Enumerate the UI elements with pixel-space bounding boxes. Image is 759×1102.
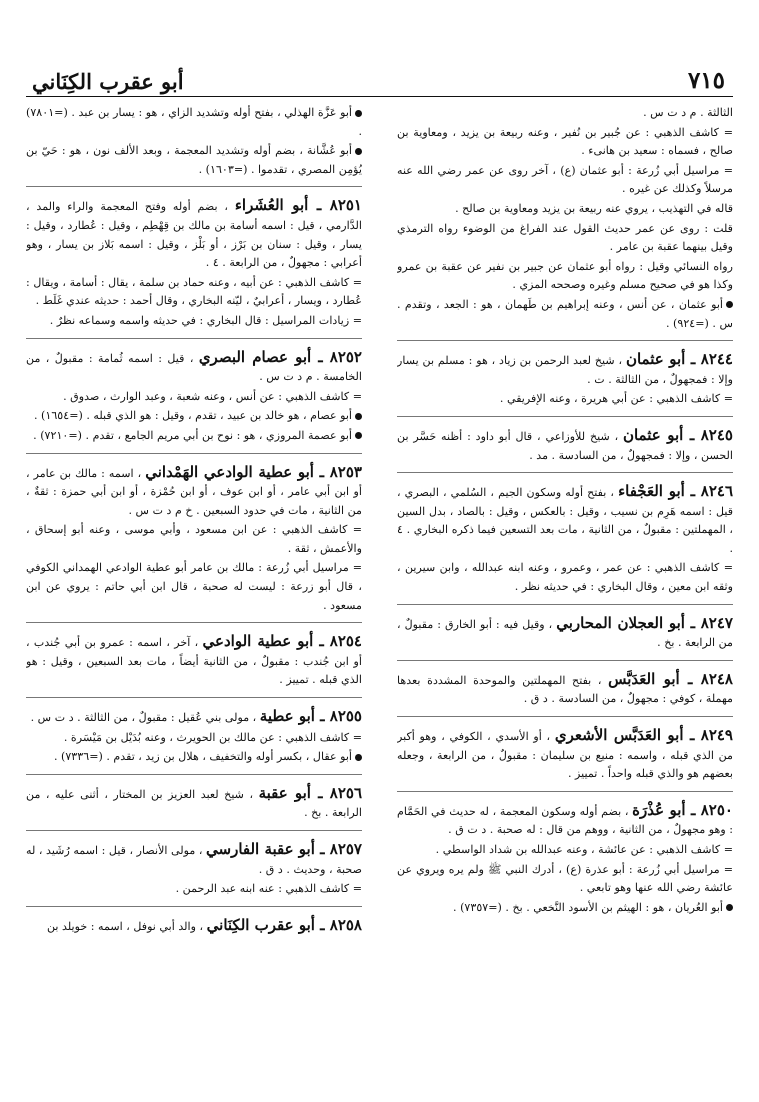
entry-text: ، بفتح المهملتين والموحدة المشددة بعدها مهملة ، كوفي : مجهولٌ ، من السادسة . د ق . — [397, 673, 733, 706]
text-columns — [26, 104, 733, 1082]
left-column — [26, 104, 362, 1082]
entry-text: ، شيخ للأوزاعي ، قال أبو داود : أظنه حَسَّر بن الحسن ، وإلا : فمجهولٌ ، من السادسة . مد . — [397, 429, 733, 462]
annotation-text: رواه النسائي وقيل : رواه أبو عثمان عن جبير بن نفير عن عقبة بن عمرو وكذا هو في صحيح مسلم وغيره وصححه المزي . — [397, 259, 733, 292]
entry-dash: ـ — [313, 632, 330, 651]
entry-dash: ـ — [311, 347, 330, 366]
entry-number: ٨٢٥٧ — [329, 840, 362, 858]
annotation — [397, 104, 733, 123]
annotation-text: أبو عثمان ، عن أنس ، وعنه إبراهيم بن طَهمان ، هو : الجعد ، وتقدم . س . (=٩٢٤) . — [397, 297, 733, 330]
annotation — [26, 274, 362, 311]
annotation-text: = كاشف الذهبي : عن عائشة ، وعنه عبدالله بن شداد الواسطي . — [435, 843, 733, 856]
entry — [26, 916, 362, 937]
bullet-icon — [355, 148, 362, 155]
entry-number: ٨٢٥١ — [329, 196, 362, 215]
cross-reference — [26, 407, 362, 426]
entry — [397, 801, 733, 840]
annotation-text: = مراسيل أبي زُرعة : أبو عثمان (ع) ، آخر روى عن عمر رضي الله عنه مرسلاً وكذلك عن غيره . — [397, 163, 733, 196]
entry-name: أبو عقبة — [258, 783, 311, 802]
entry-text: ، بضم أوله وفتح المعجمة والراء والمد ، الدَّارمي ، قيل : اسمه أسامة بن مالك بن قِهْطِم ، وقيل : عُطارد ، وقيل : يسار ، وقيل : سنان بن بَرْز ، أو بَلْز ، وقيل : اسمه بَلاز بن يسار ، وهو أعرابي : مجهولٌ ، من الرابعة . ٤ . — [26, 200, 362, 270]
entry-separator — [26, 338, 362, 339]
entry-separator — [26, 906, 362, 907]
entry — [26, 707, 362, 728]
entry-number: ٨٢٥٦ — [329, 783, 362, 802]
entry-separator — [397, 604, 733, 605]
entry-name: أبو عطية الوادعي — [202, 632, 314, 651]
entry-separator — [397, 660, 733, 661]
entry-number: ٨٢٤٤ — [700, 350, 733, 369]
bullet-icon — [355, 754, 362, 761]
entry-dash: ـ — [314, 915, 330, 934]
entry-text: ، أو الأسدي ، الكوفي ، وهو أكبر من الذي قبله ، واسمه : منيع بن سليمان : مقبولٌ ، من الرابعة ، وجعله بعضهم هو والذي قبله واحداً . تمييز . — [397, 730, 733, 781]
annotation — [397, 162, 733, 199]
annotation-text: = كاشف الذهبي : عن عمر ، وعمرو ، وعنه ابنه عبدالله ، وابن سيرين ، وثقه ابن معين ، وقال البخاري : في حديثه نظر . — [397, 561, 733, 594]
entry — [397, 350, 733, 389]
entry-name: أبو العَدَبَّس — [608, 669, 680, 688]
annotation-text: الثالثة . م د ت س . — [643, 106, 733, 119]
entry-dash: ـ — [685, 800, 701, 819]
annotation-text: أبو العُريان ، هو : الهيثم بن الأسود النَّخعي . بخ . (=٧٣٥٧) . — [453, 900, 723, 914]
entry-name: أبو عثمان — [625, 350, 686, 369]
entry-number: ٨٢٥٣ — [329, 462, 362, 481]
annotation-text: = كاشف الذهبي : عن أنس ، وعنه شعبة ، وعبد الوارث ، صدوق . — [63, 389, 362, 403]
entry — [26, 348, 362, 387]
entry-text: ، مولى الأنصار ، قيل : اسمه رُشَيد ، له صحبة ، وحديث . د ق . — [26, 844, 362, 876]
annotation-text: = مراسيل أبي زُرعة : مالك بن عامر أبو عطية الوادعي الهمداني الكوفي ، قال أبو زرعة : ليست له صحبة ، قال ابن أبي حاتم : يروي عن ابن مسعود . — [26, 561, 362, 612]
annotation — [397, 200, 733, 219]
entry-dash: ـ — [683, 726, 701, 745]
annotation — [397, 124, 733, 161]
entry-number: ٨٢٥٨ — [329, 915, 362, 934]
entry-name: أبو عقبة الفارسي — [206, 840, 315, 858]
entry-dash: ـ — [313, 462, 330, 481]
annotation-text: قلت : روى عن عمر حديث القول عند الفراغ من الوضوء رواه الترمذي وقيل بينهما عقبة بن عامر . — [397, 221, 733, 254]
entry-number: ٨٢٤٨ — [700, 669, 733, 688]
entry-separator — [397, 416, 733, 417]
cross-reference — [26, 104, 362, 141]
running-title: أبو عقرب الكِنَاني — [32, 69, 184, 94]
cross-reference — [397, 296, 733, 333]
bullet-icon — [355, 432, 362, 439]
annotation — [26, 312, 362, 331]
entry-name: أبو عثمان — [622, 425, 684, 444]
annotation-text: أبو عقال ، بكسر أوله والتخفيف ، هلال بن زيد ، تقدم . (=٧٣٣٦) . — [53, 750, 352, 764]
entry-separator — [397, 716, 733, 717]
annotation — [397, 841, 733, 860]
annotation-text: = كاشف الذهبي : عن جُبير بن نُفير ، وعنه ربيعة بن يزيد ، ومعاوية بن صالح ، فسماه : سعيد بن هانىء . — [397, 125, 733, 158]
running-head — [26, 62, 733, 97]
entry — [397, 426, 733, 465]
entry-number: ٨٢٤٩ — [700, 726, 733, 745]
entry-dash: ـ — [310, 783, 330, 802]
entry-dash: ـ — [308, 196, 330, 215]
entry-number: ٨٢٤٧ — [700, 613, 733, 632]
entry-text: ، اسمه : مالك بن عامر ، أو ابن أبي عامر ، أو ابن عوف ، أو ابن حُمْزة ، أو ابن أبي حمزة : ثقةٌ ، من الثانية ، مات في حدود السبعين . خ م د ت س . — [26, 466, 362, 517]
annotation-text: = زيادات المراسيل : قال البخاري : في حديثه واسمه وسماعه نظرٌ . — [49, 313, 362, 327]
annotation-text: قاله في التهذيب ، يروي عنه ربيعة بن يزيد ومعاوية بن صالح . — [455, 201, 733, 215]
annotation — [26, 521, 362, 558]
entry-separator — [26, 186, 362, 187]
entry-name: أبو العُشَراء — [234, 196, 309, 215]
annotation — [397, 220, 733, 257]
entry-text: ، شيخ لعبد العزيز بن المختار ، أثنى عليه ، من الرابعة . بخ . — [26, 787, 362, 820]
cross-reference — [26, 748, 362, 767]
entry-name: أبو عصام البصري — [198, 347, 312, 366]
entry — [26, 463, 362, 521]
annotation-text: = كاشف الذهبي : عن ابن مسعود ، وأبي موسى ، وعنه أبو إسحاق ، والأعمش ، ثقة . — [26, 523, 362, 555]
annotation — [26, 388, 362, 407]
annotation — [26, 729, 362, 748]
right-column — [397, 104, 733, 1082]
annotation-text: أبو عُشَّانة ، بضم أوله وتشديد المعجمة ، وبعد الألف نون ، هو : حَيّ بن يُؤمِن المصري ، تقدموا . (=١٦٠٣) . — [26, 144, 362, 176]
annotation-text: = كاشف الذهبي : عن أبي هريرة ، وعنه الإفريقي . — [499, 392, 733, 406]
cross-reference — [26, 142, 362, 179]
entry-number: ٨٢٥٠ — [700, 800, 733, 819]
entry — [397, 670, 733, 709]
annotation-text: = كاشف الذهبي : عن أبيه ، وعنه حماد بن سلمة ، يقال : أسامة ، ويقال : عُطارد ، ويسار ، أعرابيٌ ، ليّنه البخاري ، وقال أحمد : حديثه عندي غَلَط . — [26, 275, 362, 308]
annotation-text: أبو عصمة المروزي ، هو : نوح بن أبي مريم الجامع ، تقدم . (=٧٢١٠) . — [33, 428, 352, 442]
entry-separator — [397, 340, 733, 341]
annotation-text: = كاشف الذهبي : عنه ابنه عبد الرحمن . — [175, 882, 362, 896]
bullet-icon — [355, 413, 362, 420]
entry-number: ٨٢٥٤ — [329, 632, 362, 651]
entry-separator — [26, 830, 362, 831]
entry-separator — [26, 697, 362, 698]
entry-text: ، والد أبي نوفل ، اسمه : خويلد بن — [46, 919, 207, 933]
annotation — [397, 390, 733, 409]
cross-reference — [397, 899, 733, 918]
entry-name: أبو عُذْرَة — [632, 800, 686, 819]
annotation — [397, 861, 733, 898]
cross-reference — [26, 427, 362, 446]
entry-text: ، بضم أوله وسكون المعجمة ، له حديث في الحَمَّام : وهو مجهولٌ ، من الثانية ، ووهم من قال : له صحبة . د ت ق . — [397, 804, 733, 837]
entry-name: أبو عقرب الكِنَاني — [206, 915, 315, 934]
bullet-icon — [355, 110, 362, 117]
entry-text: ، مولى بني عُقيل : مقبولٌ ، من الثالثة . د ت س . — [30, 711, 260, 725]
entry-number: ٨٢٤٦ — [700, 482, 733, 501]
entry-name: أبو عطية الوادعي الهَمْداني — [145, 462, 314, 481]
entry-name: أبو عطية — [259, 707, 315, 726]
entry — [397, 482, 733, 558]
annotation-text: = كاشف الذهبي : عن مالك بن الحويرث ، وعنه بُدَيْل بن مَيْسَرة . — [63, 730, 362, 744]
entry-text: ، قيل : اسمه ثُمامة : مقبولٌ ، من الخامسة . م د ت س . — [26, 351, 362, 384]
entry-separator — [26, 453, 362, 454]
page-number: ٧١٥ — [687, 67, 725, 94]
entry-dash: ـ — [314, 707, 330, 726]
entry-name: أبو العجلان المحاربي — [556, 613, 685, 632]
entry-separator — [26, 622, 362, 623]
annotation — [26, 880, 362, 899]
entry-number: ٨٢٥٥ — [329, 707, 362, 726]
entry-name: أبو العَدَبَّس الأشعري — [554, 726, 684, 745]
entry-separator — [26, 774, 362, 775]
entry — [26, 840, 362, 879]
entry-separator — [397, 791, 733, 792]
entry — [26, 784, 362, 823]
entry — [397, 726, 733, 784]
annotation-text: أبو عصام ، هو خالد بن عبيد ، تقدم ، وقيل : هو الذي قبله . (=١٦٥٤) . — [34, 409, 352, 423]
entry-dash: ـ — [679, 669, 701, 688]
entry-name: أبو العَجْفاء — [618, 482, 685, 501]
annotation-text: = مراسيل أبي زُرعة : أبو عذرة (ع) ، أدرك النبي ﷺ ولم يره ويروي عن عائشة رضي الله عنها وهو تابعي . — [397, 862, 733, 895]
bullet-icon — [726, 301, 733, 308]
entry-dash: ـ — [684, 482, 701, 501]
annotation — [397, 258, 733, 295]
entry-number: ٨٢٥٢ — [329, 347, 362, 366]
entry — [397, 614, 733, 653]
entry-dash: ـ — [684, 613, 701, 632]
annotation-text: أبو عَزَّة الهذلي ، بفتح أوله وتشديد الزاي ، هو : يسار بن عبد . (=٧٨٠١) . — [26, 106, 362, 138]
entry-text: ، آخر ، اسمه : عمرو بن أبي جُندب ، أو ابن جُندب : مقبولٌ ، من الثانية أيضاً ، مات بعد السبعين ، وقيل : هو الذي قبله . تمييز . — [26, 636, 362, 687]
entry — [26, 196, 362, 272]
entry-text: ، وقيل فيه : أبو الخارق : مقبولٌ ، من الرابعة . بخ . — [397, 617, 733, 650]
entry-separator — [397, 472, 733, 473]
entry — [26, 632, 362, 690]
entry-text: ، بفتح أوله وسكون الجيم ، السُلمي ، البصري ، قيل : اسمه هَرِم بن نسيب ، وقيل : بالعكس ، وقيل : بالصاد ، بدل السين ، المهملتين : مقبولٌ ، من الثانية ، مات بعد التسعين فيما ذكره البخاري . ٤ . — [397, 486, 733, 555]
annotation — [26, 559, 362, 615]
entry-dash: ـ — [685, 350, 701, 369]
annotation — [397, 559, 733, 596]
entry-number: ٨٢٤٥ — [700, 425, 733, 444]
entry-dash: ـ — [683, 425, 701, 444]
entry-dash: ـ — [314, 840, 330, 858]
bullet-icon — [726, 904, 733, 911]
entry-text: ، شيخ لعبد الرحمن بن زياد ، هو : مسلم بن يسار وإلا : فمجهولٌ ، من الثالثة . ت . — [397, 354, 733, 386]
